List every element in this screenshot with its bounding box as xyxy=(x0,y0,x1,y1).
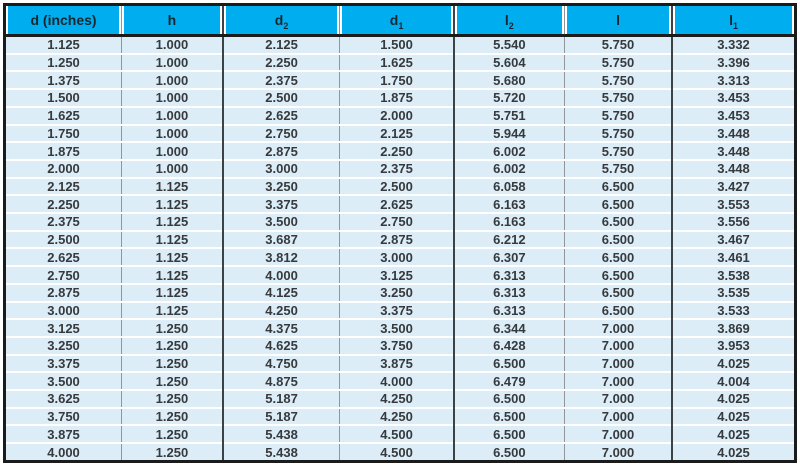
table-cell: 1.125 xyxy=(122,178,223,196)
table-cell: 6.313 xyxy=(454,302,565,320)
table-cell: 5.187 xyxy=(223,390,340,408)
table-cell: 1.000 xyxy=(122,142,223,160)
table-cell: 4.250 xyxy=(340,408,454,426)
column-header-subscript: 2 xyxy=(508,20,514,31)
table-cell: 6.313 xyxy=(454,266,565,284)
table-cell: 7.000 xyxy=(564,390,672,408)
table-cell: 3.687 xyxy=(223,231,340,249)
table-cell: 3.750 xyxy=(340,337,454,355)
table-cell: 6.002 xyxy=(454,160,565,178)
table-cell: 5.944 xyxy=(454,125,565,143)
table-cell: 6.313 xyxy=(454,284,565,302)
table-cell: 3.250 xyxy=(223,178,340,196)
table-cell: 1.375 xyxy=(5,71,122,89)
table-cell: 1.500 xyxy=(340,36,454,54)
table-row xyxy=(5,284,796,302)
table-cell: 5.750 xyxy=(564,142,672,160)
table-cell: 3.812 xyxy=(223,248,340,266)
table-cell: 1.500 xyxy=(5,89,122,107)
table-cell: 6.500 xyxy=(454,390,565,408)
table-cell: 2.875 xyxy=(223,142,340,160)
table-cell: 7.000 xyxy=(564,443,672,461)
table-cell: 3.375 xyxy=(340,302,454,320)
table-cell: 5.750 xyxy=(564,71,672,89)
table-cell: 2.250 xyxy=(340,142,454,160)
table-row xyxy=(5,142,796,160)
table-cell: 6.500 xyxy=(564,231,672,249)
table-row xyxy=(5,195,796,213)
table-cell: 6.500 xyxy=(564,213,672,231)
table-cell: 4.625 xyxy=(223,337,340,355)
table-cell: 4.025 xyxy=(672,425,795,443)
table-cell: 5.438 xyxy=(223,425,340,443)
table-row xyxy=(5,425,796,443)
table-cell: 1.750 xyxy=(340,71,454,89)
table-cell: 6.479 xyxy=(454,372,565,390)
table-cell: 3.000 xyxy=(5,302,122,320)
table-cell: 4.875 xyxy=(223,372,340,390)
table-cell: 3.461 xyxy=(672,248,795,266)
table-cell: 2.000 xyxy=(5,160,122,178)
table-row xyxy=(5,160,796,178)
table-row xyxy=(5,337,796,355)
table-cell: 2.375 xyxy=(340,160,454,178)
table-cell: 2.375 xyxy=(223,71,340,89)
table-cell: 2.250 xyxy=(5,195,122,213)
table-cell: 2.500 xyxy=(5,231,122,249)
column-header-dinches: d (inches) xyxy=(5,5,122,36)
table-cell: 2.625 xyxy=(223,107,340,125)
table-cell: 1.250 xyxy=(122,408,223,426)
table-cell: 5.750 xyxy=(564,107,672,125)
table-cell: 2.875 xyxy=(340,231,454,249)
table-cell: 2.750 xyxy=(223,125,340,143)
table-cell: 6.500 xyxy=(454,355,565,373)
table-cell: 3.556 xyxy=(672,213,795,231)
table-cell: 6.500 xyxy=(564,195,672,213)
table-cell: 4.025 xyxy=(672,443,795,461)
table-cell: 3.000 xyxy=(340,248,454,266)
table-row xyxy=(5,443,796,461)
dimensions-table xyxy=(3,3,797,463)
table-cell: 1.000 xyxy=(122,107,223,125)
table-cell: 1.250 xyxy=(122,425,223,443)
table-cell: 6.500 xyxy=(564,302,672,320)
table-body xyxy=(5,36,796,462)
table-cell: 5.750 xyxy=(564,89,672,107)
table-cell: 6.163 xyxy=(454,213,565,231)
table-cell: 1.250 xyxy=(122,337,223,355)
table-cell: 4.025 xyxy=(672,408,795,426)
table-cell: 3.448 xyxy=(672,142,795,160)
table-cell: 3.535 xyxy=(672,284,795,302)
table-cell: 7.000 xyxy=(564,425,672,443)
table-cell: 6.307 xyxy=(454,248,565,266)
table-row xyxy=(5,390,796,408)
table-cell: 2.250 xyxy=(223,54,340,72)
table-cell: 1.875 xyxy=(340,89,454,107)
table-cell: 3.375 xyxy=(223,195,340,213)
table-row xyxy=(5,319,796,337)
column-header-h: h xyxy=(122,5,223,36)
table-cell: 1.625 xyxy=(5,107,122,125)
table-cell: 3.250 xyxy=(340,284,454,302)
table-cell: 7.000 xyxy=(564,319,672,337)
table-cell: 1.625 xyxy=(340,54,454,72)
table-cell: 4.025 xyxy=(672,355,795,373)
table-cell: 2.125 xyxy=(5,178,122,196)
table-cell: 6.428 xyxy=(454,337,565,355)
table-cell: 4.000 xyxy=(340,372,454,390)
table-row xyxy=(5,266,796,284)
table-cell: 2.125 xyxy=(340,125,454,143)
table-cell: 3.448 xyxy=(672,160,795,178)
table-cell: 3.500 xyxy=(340,319,454,337)
table-cell: 3.953 xyxy=(672,337,795,355)
table-cell: 3.313 xyxy=(672,71,795,89)
header-row xyxy=(5,5,796,36)
table-row xyxy=(5,355,796,373)
table-cell: 1.250 xyxy=(122,443,223,461)
table-cell: 2.625 xyxy=(340,195,454,213)
table-cell: 4.025 xyxy=(672,390,795,408)
table-row xyxy=(5,372,796,390)
table-cell: 2.625 xyxy=(5,248,122,266)
column-header-d2: $d_2$ xyxy=(223,5,340,36)
table-cell: 4.000 xyxy=(223,266,340,284)
column-header-subscript: 1 xyxy=(732,20,738,31)
table-cell: 1.000 xyxy=(122,160,223,178)
table-cell: 6.212 xyxy=(454,231,565,249)
table-cell: 3.538 xyxy=(672,266,795,284)
table-cell: 1.125 xyxy=(122,266,223,284)
table-cell: 1.125 xyxy=(122,284,223,302)
table-cell: 4.375 xyxy=(223,319,340,337)
table-cell: 5.438 xyxy=(223,443,340,461)
table-cell: 1.125 xyxy=(122,248,223,266)
table-cell: 5.604 xyxy=(454,54,565,72)
column-header-subscript: 1 xyxy=(398,20,404,31)
table-cell: 7.000 xyxy=(564,337,672,355)
table-cell: 1.000 xyxy=(122,71,223,89)
table-cell: 1.000 xyxy=(122,89,223,107)
table-cell: 1.875 xyxy=(5,142,122,160)
table-cell: 1.250 xyxy=(122,390,223,408)
table-cell: 3.553 xyxy=(672,195,795,213)
table-cell: 1.125 xyxy=(122,231,223,249)
table-cell: 3.500 xyxy=(5,372,122,390)
table-cell: 3.125 xyxy=(5,319,122,337)
table-cell: 6.500 xyxy=(564,248,672,266)
table-cell: 5.751 xyxy=(454,107,565,125)
column-header-l2: $l_2$ xyxy=(454,5,565,36)
table-cell: 2.125 xyxy=(223,36,340,54)
table-cell: 5.187 xyxy=(223,408,340,426)
table-cell: 5.750 xyxy=(564,36,672,54)
table-cell: 2.750 xyxy=(5,266,122,284)
table-cell: 3.453 xyxy=(672,89,795,107)
table-cell: 6.163 xyxy=(454,195,565,213)
table-cell: 1.125 xyxy=(122,302,223,320)
table-row xyxy=(5,89,796,107)
table-cell: 4.125 xyxy=(223,284,340,302)
table-cell: 5.680 xyxy=(454,71,565,89)
table-row xyxy=(5,54,796,72)
table-cell: 7.000 xyxy=(564,372,672,390)
table-cell: 1.250 xyxy=(122,355,223,373)
table-row xyxy=(5,107,796,125)
column-header-d1: $d_1$ xyxy=(340,5,454,36)
table-cell: 3.750 xyxy=(5,408,122,426)
table-cell: 2.750 xyxy=(340,213,454,231)
table-row xyxy=(5,125,796,143)
table-row xyxy=(5,231,796,249)
table-cell: 6.058 xyxy=(454,178,565,196)
table-cell: 2.375 xyxy=(5,213,122,231)
table-cell: 4.750 xyxy=(223,355,340,373)
table-cell: 3.448 xyxy=(672,125,795,143)
table-cell: 5.720 xyxy=(454,89,565,107)
column-header-l1: $l_1$ xyxy=(672,5,795,36)
table-cell: 3.625 xyxy=(5,390,122,408)
table-cell: 5.750 xyxy=(564,160,672,178)
table-cell: 5.750 xyxy=(564,54,672,72)
table-cell: 3.332 xyxy=(672,36,795,54)
table-cell: 7.000 xyxy=(564,408,672,426)
table-cell: 6.344 xyxy=(454,319,565,337)
table-cell: 5.540 xyxy=(454,36,565,54)
table-cell: 4.250 xyxy=(223,302,340,320)
table-row xyxy=(5,71,796,89)
column-header-l: l xyxy=(564,5,672,36)
table-cell: 6.500 xyxy=(454,408,565,426)
table-cell: 1.000 xyxy=(122,36,223,54)
table-cell: 6.500 xyxy=(564,284,672,302)
table-row xyxy=(5,213,796,231)
table-row xyxy=(5,302,796,320)
table-cell: 4.000 xyxy=(5,443,122,461)
table-row xyxy=(5,36,796,54)
table-cell: 1.750 xyxy=(5,125,122,143)
table-cell: 3.453 xyxy=(672,107,795,125)
table-cell: 7.000 xyxy=(564,355,672,373)
table-cell: 5.750 xyxy=(564,125,672,143)
table-cell: 1.250 xyxy=(122,372,223,390)
table-row xyxy=(5,408,796,426)
table-cell: 1.000 xyxy=(122,125,223,143)
table-cell: 2.875 xyxy=(5,284,122,302)
table-cell: 4.500 xyxy=(340,443,454,461)
table-cell: 3.875 xyxy=(340,355,454,373)
table-cell: 1.125 xyxy=(122,213,223,231)
table-cell: 4.500 xyxy=(340,425,454,443)
table-cell: 2.000 xyxy=(340,107,454,125)
table-cell: 6.500 xyxy=(564,266,672,284)
table-cell: 3.427 xyxy=(672,178,795,196)
table-cell: 1.125 xyxy=(122,195,223,213)
table-cell: 3.375 xyxy=(5,355,122,373)
table-cell: 1.000 xyxy=(122,54,223,72)
table-cell: 3.500 xyxy=(223,213,340,231)
table-cell: 2.500 xyxy=(223,89,340,107)
table-cell: 6.500 xyxy=(454,443,565,461)
table-cell: 3.396 xyxy=(672,54,795,72)
table-cell: 2.500 xyxy=(340,178,454,196)
table-cell: 3.000 xyxy=(223,160,340,178)
table-cell: 1.250 xyxy=(5,54,122,72)
table-cell: 4.004 xyxy=(672,372,795,390)
column-header-subscript: 2 xyxy=(283,20,289,31)
table-cell: 3.533 xyxy=(672,302,795,320)
table-cell: 6.500 xyxy=(564,178,672,196)
table-cell: 6.500 xyxy=(454,425,565,443)
table-cell: 4.250 xyxy=(340,390,454,408)
table-cell: 3.875 xyxy=(5,425,122,443)
table-cell: 3.250 xyxy=(5,337,122,355)
table-row xyxy=(5,248,796,266)
table-cell: 3.467 xyxy=(672,231,795,249)
table-cell: 1.125 xyxy=(47,37,80,53)
table-cell: 3.869 xyxy=(672,319,795,337)
table-cell: 6.002 xyxy=(454,142,565,160)
table-cell: 3.125 xyxy=(340,266,454,284)
table-cell: 1.250 xyxy=(122,319,223,337)
table-row xyxy=(5,178,796,196)
